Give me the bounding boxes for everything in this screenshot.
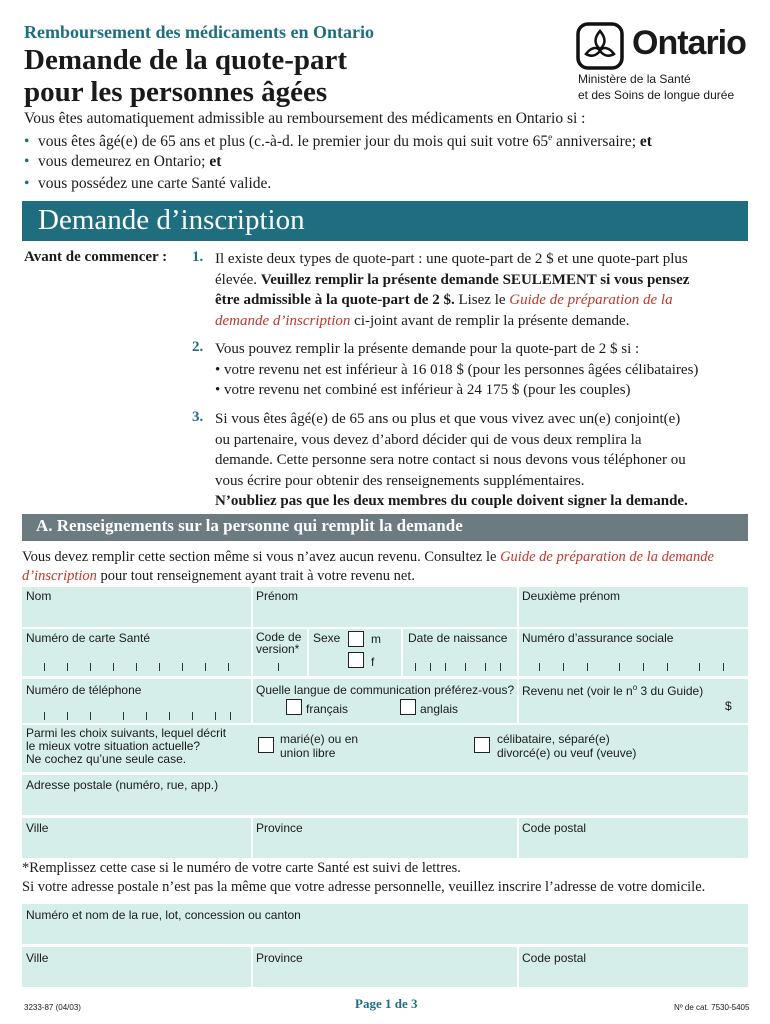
label-deuxieme-prenom: Deuxième prénom (522, 589, 621, 603)
instruction-3: Si vous êtes âgé(e) de 65 ans ou plus et que vous vivez avec un(e) conjoint(e) ou partenaire, vous devez d’abord décider qui de vous deux remplira la demande. Cette personne sera notre contact si nous devons vous téléphoner ou vous écrire pour obtenir des renseignements supplémentaires. N’oubliez pas que les deux membres du couple doivent signer la demande. (215, 411, 688, 509)
label-rue: Numéro et nom de la rue, lot, concession ou canton (26, 908, 301, 922)
intro-lead: Vous êtes automatiquement admissible au remboursement des médicaments en Ontario si : (24, 110, 586, 127)
label-adresse: Adresse postale (numéro, rue, app.) (26, 778, 219, 792)
sexe-f-checkbox[interactable] (348, 652, 364, 668)
catalogue-number: Nº de cat. 7530-5405 (674, 1003, 750, 1012)
ville-2-input[interactable] (22, 947, 251, 987)
row-identification (22, 629, 748, 676)
label-celibataire: célibataire, séparé(e) divorcé(e) ou veuf (veuve) (497, 732, 637, 760)
label-marie: marié(e) ou en union libre (280, 732, 359, 760)
label-date-naissance: Date de naissance (408, 631, 508, 645)
dollar-sign: $ (725, 699, 732, 713)
ville-input[interactable] (22, 818, 251, 858)
label-langue-en: anglais (420, 702, 459, 716)
code-postal-2-input[interactable] (519, 947, 748, 987)
eligibility-bullet-age: • vous êtes âgé(e) de 65 ans et plus (c.-à-d. le premier jour du mois qui suit votre 65e anniversaire; et (24, 132, 652, 151)
label-code-postal-2: Code postal (522, 951, 587, 965)
instruction-number-2: 2. (192, 339, 204, 355)
eligibility-bullet-residence: • vous demeurez en Ontario; et (24, 153, 222, 170)
before-start-label: Avant de commencer : (24, 249, 168, 265)
row-mailing-address[interactable] (22, 775, 748, 815)
marie-checkbox[interactable] (258, 737, 274, 753)
row-contact (22, 679, 748, 723)
form-kicker: Remboursement des médicaments en Ontario (24, 22, 374, 42)
carte-sante-input[interactable] (22, 663, 251, 671)
label-nas: Numéro d’assurance sociale (522, 631, 674, 645)
nom-input[interactable] (22, 587, 251, 627)
sexe-m-checkbox[interactable] (348, 631, 364, 647)
instruction-1: Il existe deux types de quote-part : une quote-part de 2 $ et une quote-part plus élevée. Veuillez remplir la présente demande SEULEMENT si vous pensez être admissible à la quote-part de 2 $. Lisez le Guide de préparation de la demande d’inscription ci-joint avant de remplir la présente demande. (215, 251, 690, 329)
section-a-note: Vous devez remplir cette section même si vous n’avez aucun revenu. Consultez le Guide de préparation de la demande d’inscription pour tout renseignement ayant trait à votre revenu net. (22, 549, 714, 584)
page-title-line2: pour les personnes âgées (24, 76, 328, 108)
form-number: 3233-87 (04/03) (24, 1003, 81, 1012)
nas-input[interactable] (519, 663, 748, 671)
code-version-input[interactable] (253, 663, 307, 671)
page-title-line1: Demande de la quote-part (24, 44, 348, 76)
ministry-name-line2: et des Soins de longue durée (578, 88, 735, 102)
label-code-postal: Code postal (522, 821, 587, 835)
label-sexe-m: m (371, 632, 381, 646)
row-home-street[interactable] (22, 904, 748, 944)
guide-link-cont[interactable]: demande d’inscription (215, 312, 351, 329)
row-city (22, 818, 748, 858)
celibataire-checkbox[interactable] (474, 737, 490, 753)
label-nom: Nom (26, 589, 52, 603)
province-2-input[interactable] (253, 947, 517, 987)
label-ville-2: Ville (26, 951, 49, 965)
section-banner-title: Demande d’inscription (38, 204, 305, 236)
label-revenu: Revenu net (voir le $n^o$ 3 du Guide) (522, 683, 704, 698)
ministry-name-line1: Ministère de la Santé (578, 72, 691, 86)
telephone-input[interactable] (22, 712, 251, 720)
deuxieme-prenom-input[interactable] (519, 587, 748, 627)
label-ville: Ville (26, 821, 49, 835)
label-sexe-f: f (371, 655, 375, 669)
label-province-2: Province (256, 951, 303, 965)
label-langue: Quelle langue de communication préférez-vous? (256, 683, 515, 697)
row-names (22, 587, 748, 627)
instruction-number-3: 3. (192, 409, 204, 425)
remark-address: Si votre adresse postale n’est pas la même que votre adresse personnelle, veuillez inscrire l’adresse de votre domicile. (22, 879, 706, 895)
langue-fr-checkbox[interactable] (286, 699, 302, 715)
label-langue-fr: français (306, 702, 349, 716)
label-telephone: Numéro de téléphone (26, 683, 142, 697)
label-province: Province (256, 821, 303, 835)
remark-health-card: *Remplissez cette case si le numéro de votre carte Santé est suivi de lettres. (22, 860, 461, 876)
row-home-city (22, 947, 748, 987)
guide-link-2[interactable]: Guide de préparation de la demande (500, 549, 714, 565)
instruction-2: Vous pouvez remplir la présente demande pour la quote-part de 2 $ si : • votre revenu net est inférieur à 16 018 $ (pour les personnes âgées célibataires) • votre revenu net combiné est inférieur à 24 175 $ (pour les couples) (215, 341, 699, 398)
eligibility-bullet-card: • vous possédez une carte Santé valide. (24, 175, 272, 192)
page-number: Page 1 de 3 (355, 996, 418, 1011)
label-sexe: Sexe (313, 631, 341, 645)
section-a-title: A. Renseignements sur la personne qui remplit la demande (36, 516, 463, 535)
instruction-number-1: 1. (192, 249, 204, 265)
label-carte-sante: Numéro de carte Santé (26, 631, 151, 645)
label-code-version: Code de version* (256, 630, 302, 656)
code-postal-input[interactable] (519, 818, 748, 858)
label-situation: Parmi les choix suivants, lequel décrit le mieux votre situation actuelle? Ne cochez qu’une seule case. (26, 726, 227, 766)
date-naissance-input[interactable] (403, 663, 517, 671)
ontario-trillium-logo-icon (576, 22, 626, 70)
prenom-input[interactable] (253, 587, 517, 627)
ontario-wordmark: Ontario (632, 24, 746, 62)
label-prenom: Prénom (256, 589, 299, 603)
province-input[interactable] (253, 818, 517, 858)
guide-link[interactable]: Guide de préparation de la (509, 292, 673, 308)
row-marital-status (22, 725, 748, 772)
guide-link-2-cont[interactable]: d’inscription (22, 568, 97, 584)
revenu-input[interactable] (519, 697, 719, 721)
langue-en-checkbox[interactable] (400, 699, 416, 715)
